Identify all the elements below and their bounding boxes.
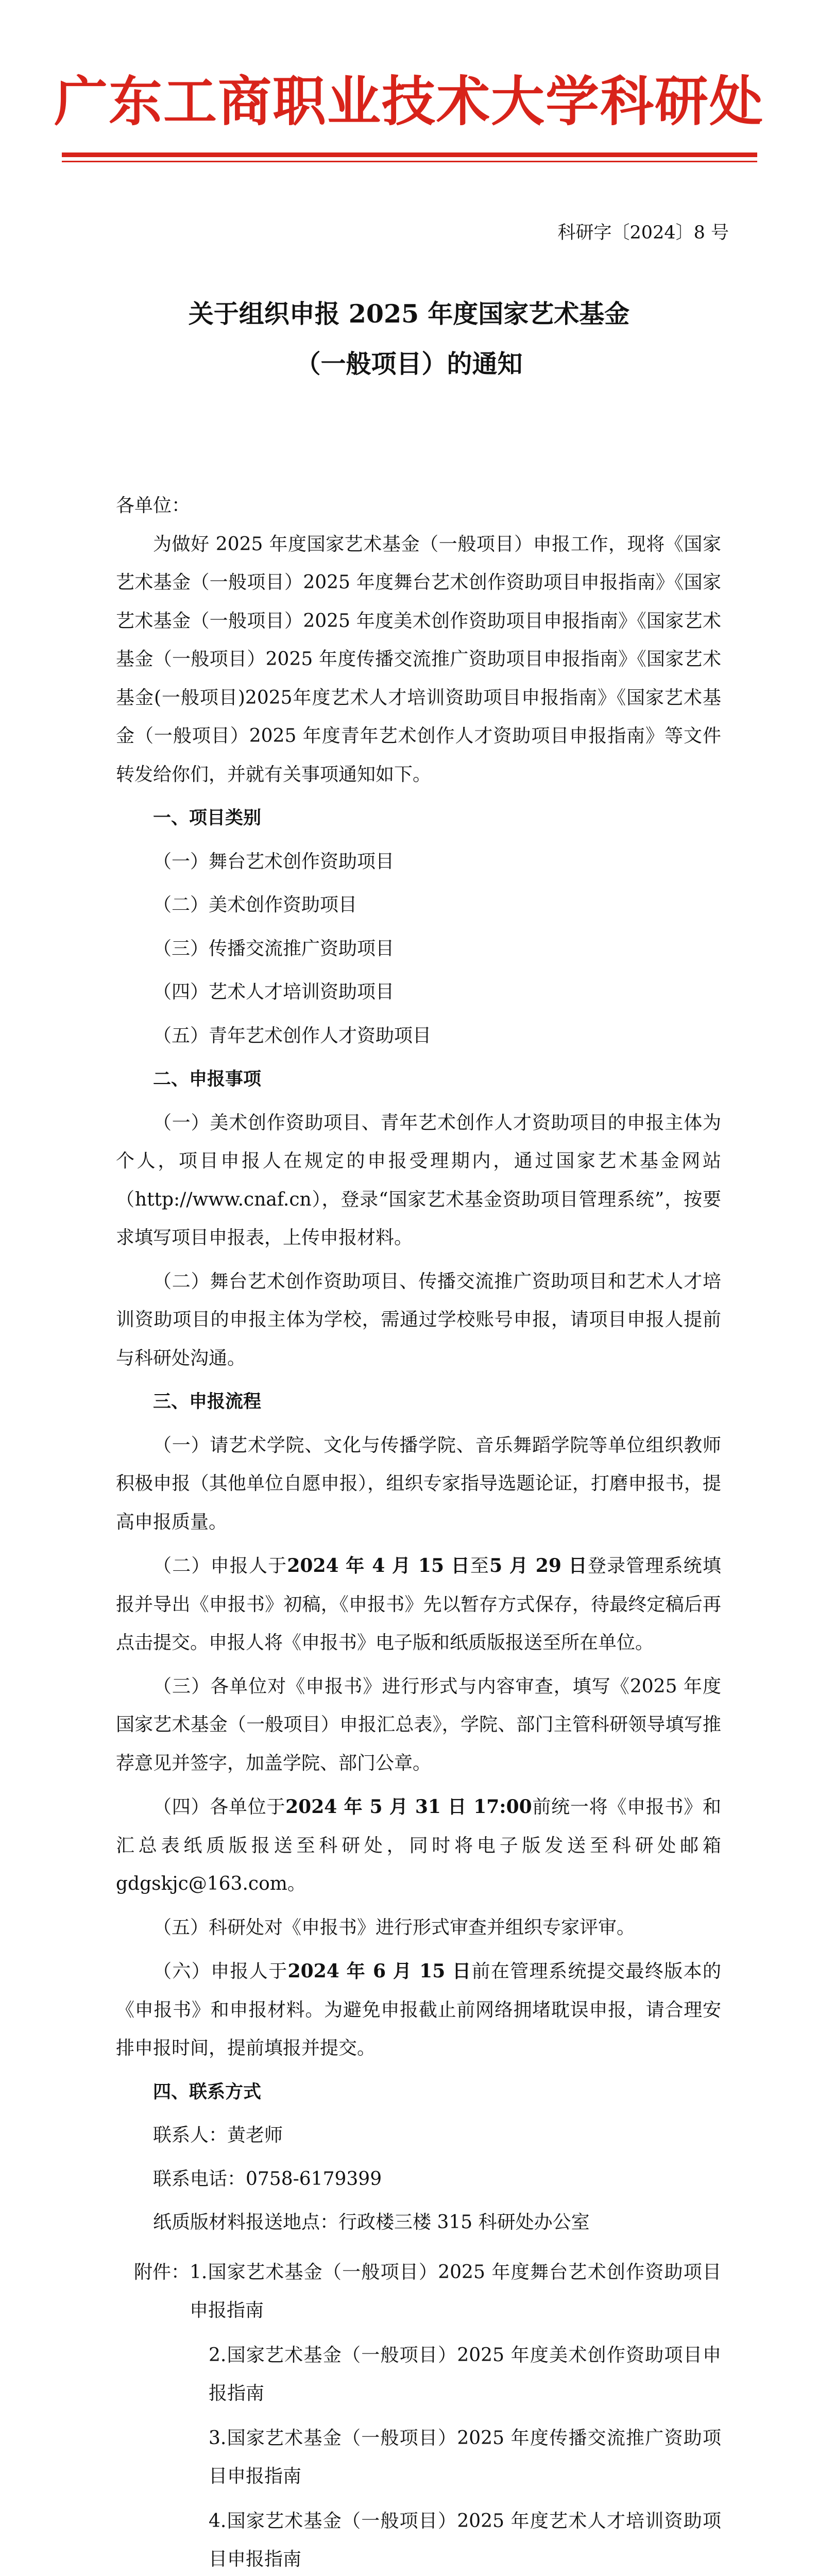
document-title-line2: （一般项目）的通知 — [295, 349, 523, 379]
section-heading-categories: 一、项目类别 — [153, 808, 262, 828]
process-paragraph-6 — [116, 1952, 721, 2068]
header-rule-thick — [62, 152, 757, 157]
document-title-line1: 关于组织申报 2025 年度国家艺术基金 — [188, 299, 630, 329]
process-text: 至 — [470, 1555, 490, 1577]
deadline-date: 2024 年 4 月 15 日 — [287, 1555, 470, 1577]
process-paragraph-1: （一）请艺术学院、文化与传播学院、音乐舞蹈学院等单位组织教师积极申报（其他单位自愿申报），组织专家指导选题论证，打磨申报书，提高申报质量。 — [116, 1434, 721, 1533]
contact-person: 联系人：黄老师 — [153, 2125, 283, 2146]
category-item: （一）舞台艺术创作资助项目 — [153, 851, 395, 872]
section-heading-matters: 二、申报事项 — [153, 1069, 262, 1090]
process-paragraph-5: （五）科研处对《申报书》进行形式审查并组织专家评审。 — [153, 1917, 636, 1938]
section-heading-process: 三、申报流程 — [153, 1392, 262, 1412]
salutation: 各单位： — [116, 495, 191, 516]
matters-paragraph-1: （一）美术创作资助项目、青年艺术创作人才资助项目的申报主体为个人，项目申报人在规定的申报受理期内，通过国家艺术基金网站（http://www.cnaf.cn），登录“国家艺术基金资助项目管理系统”，按要求填写项目申报表，上传申报材料。 — [116, 1112, 721, 1248]
attachment-item: 4.国家艺术基金（一般项目）2025 年度艺术人才培训资助项目申报指南 — [209, 2510, 721, 2570]
process-paragraph-4 — [116, 1788, 721, 1904]
attachment-item: 2.国家艺术基金（一般项目）2025 年度美术创作资助项目申报指南 — [209, 2344, 721, 2404]
document-number: 科研字〔2024〕8 号 — [557, 223, 729, 243]
category-item: （五）青年艺术创作人才资助项目 — [153, 1025, 432, 1046]
header-rule-thin — [62, 161, 757, 162]
attachments-list — [116, 2253, 721, 2330]
matters-paragraph-2: （二）舞台艺术创作资助项目、传播交流推广资助项目和艺术人才培训资助项目的申报主体为学校，需通过学校账号申报，请项目申报人提前与科研处沟通。 — [116, 1270, 721, 1369]
document-body — [116, 487, 721, 2576]
category-item: （四）艺术人才培训资助项目 — [153, 981, 395, 1003]
deadline-date: 2024 年 5 月 31 日 17:00 — [285, 1796, 532, 1818]
section-heading-contact: 四、联系方式 — [153, 2081, 262, 2103]
process-text: 前在管理系统提交最终版本的《申报书》和申报材料。为避免申报截止前网络拥堵耽误申报，请合理安排申报时间，提前填报并提交。 — [116, 1961, 721, 2059]
process-text: 登录管理系统填报并导出《申报书》初稿，《申报书》先以暂存方式保存，待最终定稿后再点击提交。申报人将《申报书》电子版和纸质版报送至所在单位。 — [116, 1555, 721, 1653]
contact-phone: 联系电话：0758-6179399 — [153, 2168, 382, 2190]
process-text: （二）申报人于 — [153, 1555, 287, 1577]
attachment-item: 1.国家艺术基金（一般项目）2025 年度舞台艺术创作资助项目申报指南 — [190, 2261, 721, 2321]
category-item: （三）传播交流推广资助项目 — [153, 938, 395, 959]
submission-address: 纸质版材料报送地点：行政楼三楼 315 科研处办公室 — [153, 2212, 590, 2233]
process-text: （四）各单位于 — [153, 1797, 286, 1818]
process-paragraph-3: （三）各单位对《申报书》进行形式与内容审查，填写《2025 年度国家艺术基金（一般项目）申报汇总表》，学院、部门主管科研领导填写推荐意见并签字，加盖学院、部门公章。 — [116, 1675, 721, 1774]
process-text: （六）申报人于 — [153, 1961, 288, 1982]
deadline-date: 5 月 29 日 — [489, 1555, 588, 1577]
process-paragraph-2 — [116, 1547, 721, 1663]
attachments-label: 附件： — [134, 2261, 190, 2283]
category-item: （二）美术创作资助项目 — [153, 894, 357, 916]
deadline-date: 2024 年 6 月 15 日 — [287, 1960, 472, 1982]
org-header-title: 广东工商职业技术大学科研处 — [54, 70, 764, 133]
process-text: 前统一将《申报书》和汇总表纸质版报送至科研处，同时将电子版发送至科研处邮箱 gdgskjc@163.com。 — [116, 1797, 721, 1894]
intro-paragraph: 为做好 2025 年度国家艺术基金（一般项目）申报工作，现将《国家艺术基金（一般项目）2025 年度舞台艺术创作资助项目申报指南》《国家艺术基金（一般项目）2025 年度美术创作资助项目申报指南》《国家艺术基金（一般项目）2025 年度传播交流推广资助项目申报指南》《国家艺术基金(一般项目)2025年度艺术人才培训资助项目申报指南》《国家艺术基金（一般项目）2025 年度青年艺术创作人才资助项目申报指南》等文件转发给你们，并就有关事项通知如下。 — [116, 533, 721, 785]
attachment-item: 3.国家艺术基金（一般项目）2025 年度传播交流推广资助项目申报指南 — [209, 2427, 721, 2487]
